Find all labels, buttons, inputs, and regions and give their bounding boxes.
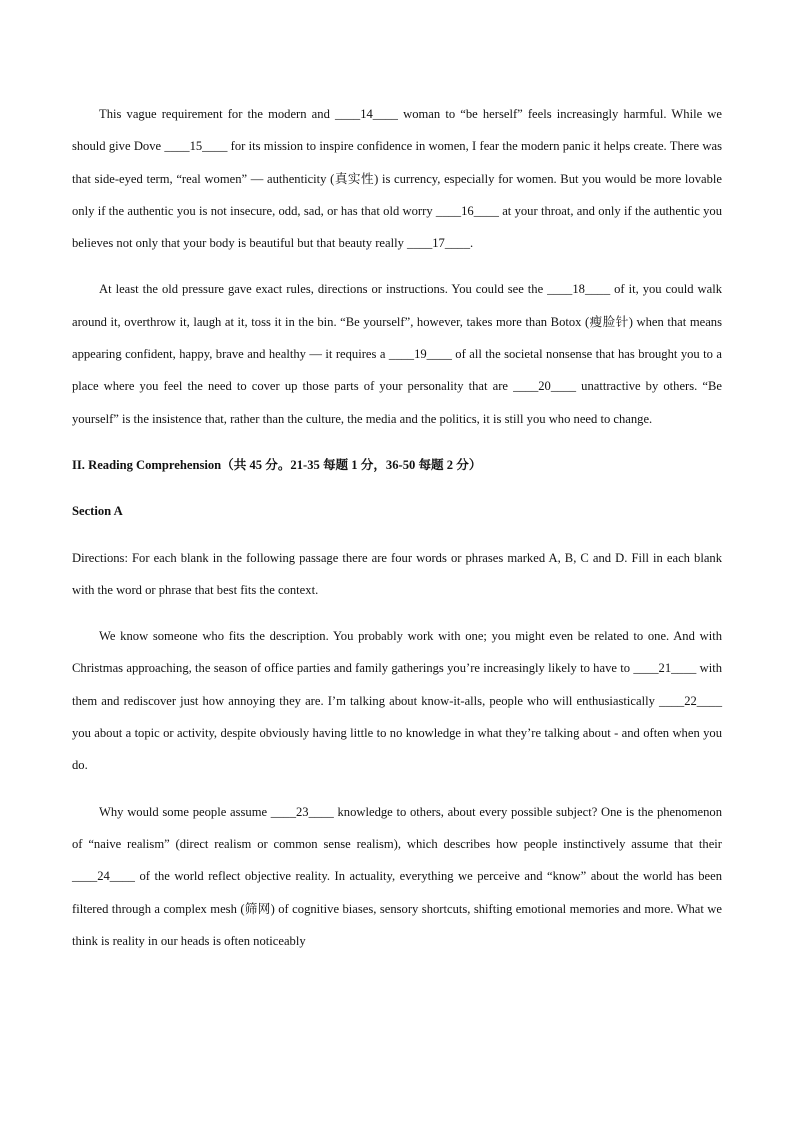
paragraph-1: This vague requirement for the modern and ____14____ woman to “be herself” feels increasingly harmful. While we should give Dove ____15____ for its mission to inspire confidence in women, I fear the modern panic it helps create. There was that side-eyed term, “real women” — authenticity (真实性) is currency, especially for women. But you would be more lovable only if the authentic you is not insecure, odd, sad, or has that old worry ____16____ at your throat, and only if the authentic you believes not only that your body is beautiful but that beauty really ____17____.: [72, 107, 722, 251]
document-page: [72, 98, 722, 957]
section-a-title: Section A: [72, 504, 123, 519]
spacer: [72, 259, 722, 273]
paragraph-3: We know someone who fits the description. You probably work with one; you might even be related to one. And with Christmas approaching, the season of office parties and family gatherings you’re increasingly likely to have to ____21____ with them and rediscover just how annoying they are. I’m talking about know-it-alls, people who will enthusiastically ____22____ you about a topic or activity, despite obviously having little to no knowledge in what they’re talking about - and often when you do.: [72, 629, 722, 773]
spacer: [72, 606, 722, 620]
section-heading: II. Reading Comprehension（共 45 分。21-35 每题 1 分，36-50 每题 2 分）: [72, 457, 482, 472]
paragraph-2: At least the old pressure gave exact rules, directions or instructions. You could see the ____18____ of it, you could walk around it, overthrow it, laugh at it, toss it in the bin. “Be yourself”, however, takes more than Botox (瘦脸针) when that means appearing confident, happy, brave and healthy — it requires a ____19____ of all the societal nonsense that has brought you to a place where you feel the need to cover up those parts of your personality that are ____20____ unattractive by others. “Be yourself” is the insistence that, rather than the culture, the media and the politics, it is still you who need to change.: [72, 282, 722, 426]
spacer: [72, 782, 722, 796]
spacer: [72, 435, 722, 449]
directions: Directions: For each blank in the following passage there are four words or phrases marked A, B, C and D. Fill in each blank with the word or phrase that best fits the context.: [72, 550, 722, 597]
spacer: [72, 528, 722, 542]
spacer: [72, 481, 722, 495]
paragraph-4: Why would some people assume ____23____ knowledge to others, about every possible subject? One is the phenomenon of “naive realism” (direct realism or common sense realism), which describes how people instinctively assume that their ____24____ of the world reflect objective reality. In actuality, everything we perceive and “know” about the world has been filtered through a complex mesh (筛网) of cognitive biases, sensory shortcuts, shifting emotional memories and more. What we think is reality in our heads is often noticeably: [72, 804, 722, 948]
